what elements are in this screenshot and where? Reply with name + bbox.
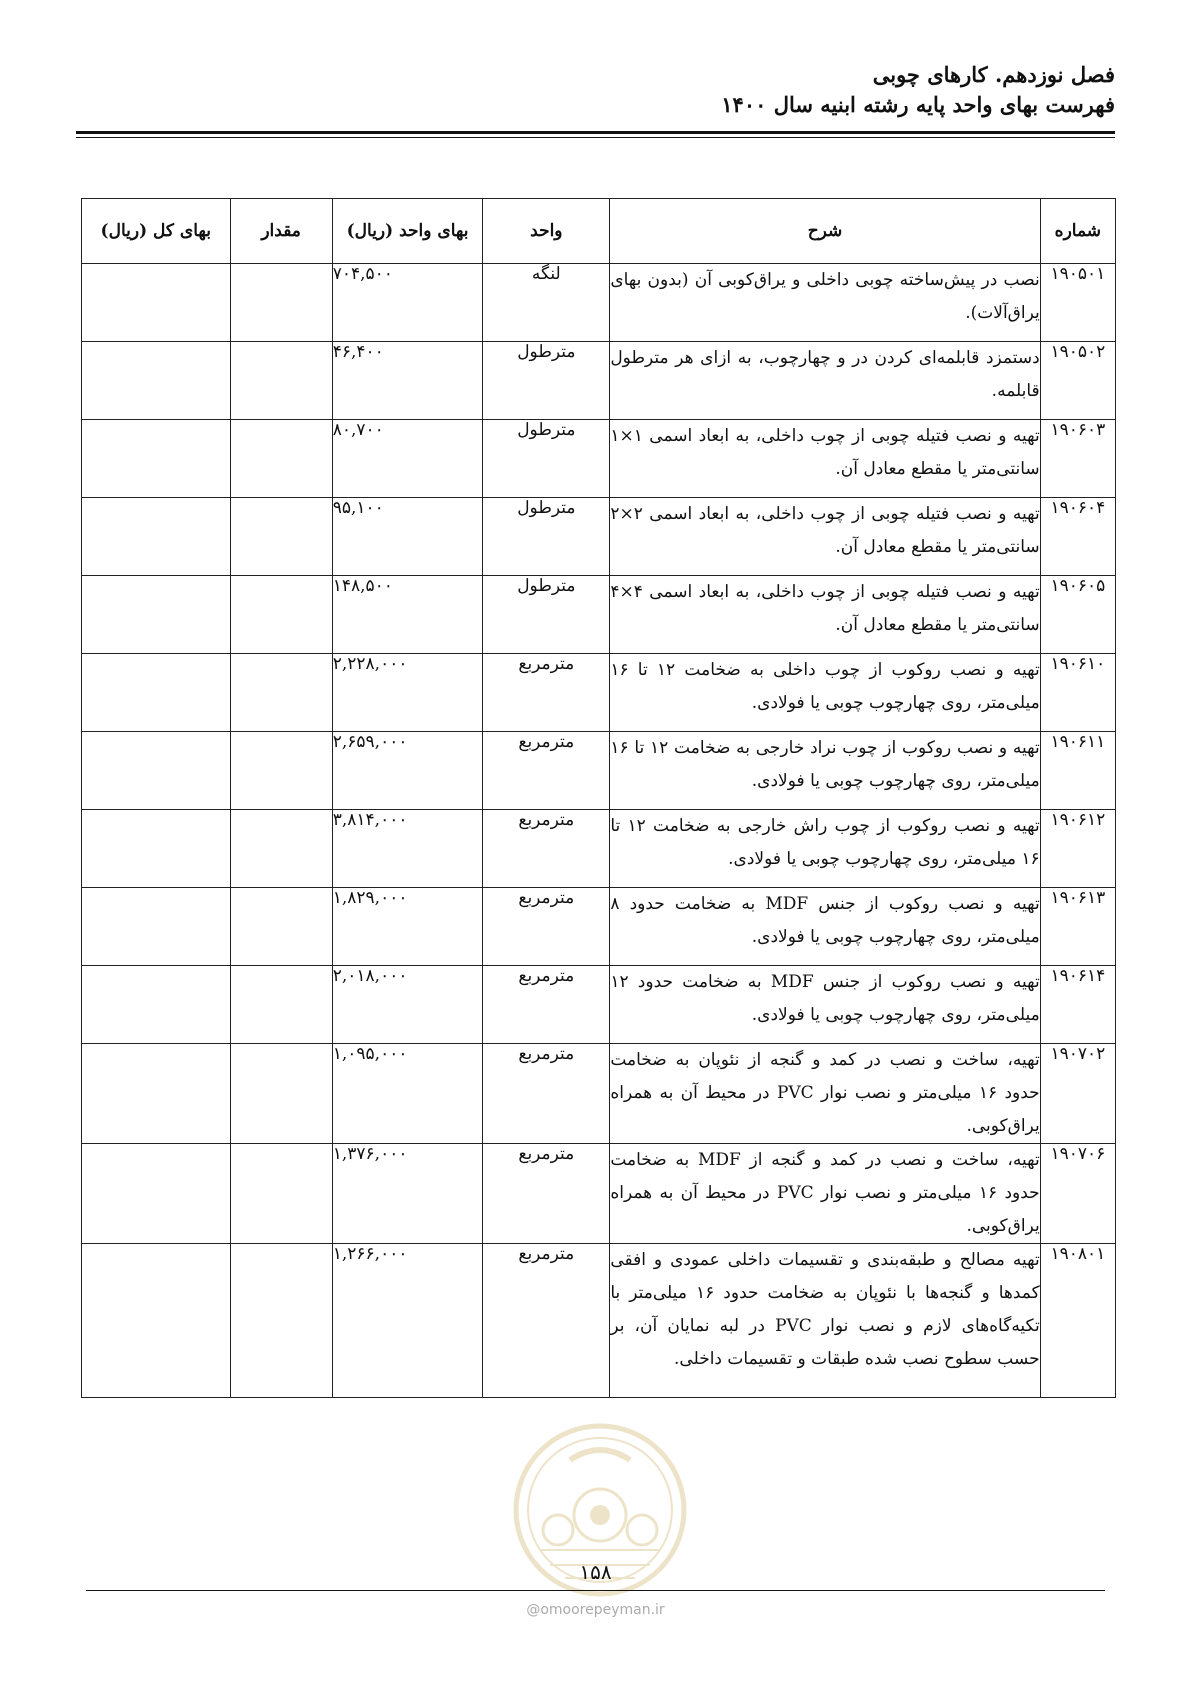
- item-code: ۱۹۰۷۰۶: [1040, 1144, 1115, 1244]
- item-total: [82, 966, 231, 1044]
- item-quantity: [230, 888, 332, 966]
- item-quantity: [230, 498, 332, 576]
- item-unit: مترمربع: [483, 654, 610, 732]
- item-unit: مترطول: [483, 420, 610, 498]
- col-header-qty: مقدار: [230, 199, 332, 264]
- table-row: [82, 342, 1116, 420]
- footer-rule: [86, 1590, 1105, 1591]
- item-code: ۱۹۰۶۰۴: [1040, 498, 1115, 576]
- item-description: تهیه مصالح و طبقه‌بندی و تقسیمات داخلی عمودی و افقی کمدها و گنجه‌ها با نئوپان به ضخامت حدود ۱۶ میلی‌متر با تکیه‌گاه‌های لازم و نصب نوار PVC در لبه نمایان آن، بر حسب سطوح نصب شده طبقات و تقسیمات داخلی.: [610, 1244, 1040, 1398]
- item-unit: مترمربع: [483, 888, 610, 966]
- item-quantity: [230, 1144, 332, 1244]
- table-row: [82, 654, 1116, 732]
- item-unit-price: ۹۵,۱۰۰: [332, 498, 483, 576]
- item-unit-price: ۱,۲۶۶,۰۰۰: [332, 1244, 483, 1398]
- item-total: [82, 888, 231, 966]
- table-row: [82, 1244, 1116, 1398]
- item-unit: مترطول: [483, 576, 610, 654]
- item-code: ۱۹۰۵۰۱: [1040, 264, 1115, 342]
- item-quantity: [230, 732, 332, 810]
- item-unit: مترمربع: [483, 1244, 610, 1398]
- page-header: [721, 60, 1115, 120]
- header-rule-thick: [76, 131, 1115, 134]
- item-description: تهیه و نصب فتیله چوبی از چوب داخلی، به ابعاد اسمی ۱×۱ سانتی‌متر یا مقطع معادل آن.: [610, 420, 1040, 498]
- item-total: [82, 576, 231, 654]
- item-total: [82, 342, 231, 420]
- item-unit-price: ۲,۰۱۸,۰۰۰: [332, 966, 483, 1044]
- item-unit-price: ۱,۳۷۶,۰۰۰: [332, 1144, 483, 1244]
- table-row: [82, 810, 1116, 888]
- item-unit: مترمربع: [483, 1144, 610, 1244]
- table-row: [82, 1144, 1116, 1244]
- header-rule-thin: [76, 137, 1115, 138]
- item-code: ۱۹۰۶۱۲: [1040, 810, 1115, 888]
- item-description: تهیه و نصب روکوب از جنس MDF به ضخامت حدود ۱۲ میلی‌متر، روی چهارچوب چوبی یا فولادی.: [610, 966, 1040, 1044]
- item-unit: مترمربع: [483, 810, 610, 888]
- item-unit-price: ۷۰۴,۵۰۰: [332, 264, 483, 342]
- table-row: [82, 576, 1116, 654]
- col-header-desc: شرح: [610, 199, 1040, 264]
- item-code: ۱۹۰۶۰۵: [1040, 576, 1115, 654]
- item-code: ۱۹۰۶۱۳: [1040, 888, 1115, 966]
- col-header-unit: واحد: [483, 199, 610, 264]
- item-description: تهیه و نصب روکوب از چوب داخلی به ضخامت ۱۲ تا ۱۶ میلی‌متر، روی چهارچوب چوبی یا فولادی.: [610, 654, 1040, 732]
- document-subtitle: فهرست بهای واحد پایه رشته ابنیه سال ۱۴۰۰: [721, 92, 1115, 117]
- item-description: تهیه و نصب روکوب از چوب نراد خارجی به ضخامت ۱۲ تا ۱۶ میلی‌متر، روی چهارچوب چوبی یا فولادی.: [610, 732, 1040, 810]
- item-code: ۱۹۰۶۱۰: [1040, 654, 1115, 732]
- item-unit-price: ۴۶,۴۰۰: [332, 342, 483, 420]
- item-quantity: [230, 654, 332, 732]
- item-total: [82, 420, 231, 498]
- item-unit-price: ۳,۸۱۴,۰۰۰: [332, 810, 483, 888]
- item-quantity: [230, 264, 332, 342]
- item-description: تهیه، ساخت و نصب در کمد و گنجه از نئوپان به ضخامت حدود ۱۶ میلی‌متر و نصب نوار PVC در محیط آن به همراه یراق‌کوبی.: [610, 1044, 1040, 1144]
- item-description: دستمزد قابلمه‌ای کردن در و چهارچوب، به ازای هر مترطول قابلمه.: [610, 342, 1040, 420]
- chapter-title: فصل نوزدهم. کارهای چوبی: [872, 62, 1115, 87]
- item-quantity: [230, 1244, 332, 1398]
- item-code: ۱۹۰۶۱۱: [1040, 732, 1115, 810]
- item-unit: مترمربع: [483, 1044, 610, 1144]
- item-unit: لنگه: [483, 264, 610, 342]
- item-total: [82, 498, 231, 576]
- item-unit-price: ۲,۶۵۹,۰۰۰: [332, 732, 483, 810]
- item-total: [82, 810, 231, 888]
- table-row: [82, 420, 1116, 498]
- item-unit: مترطول: [483, 498, 610, 576]
- page-number: ۱۵۸: [579, 1560, 612, 1584]
- col-header-total: بهای کل (ریال): [82, 199, 231, 264]
- table-header-row: [82, 199, 1116, 264]
- table-row: [82, 732, 1116, 810]
- item-description: تهیه و نصب فتیله چوبی از چوب داخلی، به ابعاد اسمی ۴×۴ سانتی‌متر یا مقطع معادل آن.: [610, 576, 1040, 654]
- item-total: [82, 1044, 231, 1144]
- item-unit-price: ۲,۲۲۸,۰۰۰: [332, 654, 483, 732]
- item-code: ۱۹۰۶۱۴: [1040, 966, 1115, 1044]
- item-total: [82, 1144, 231, 1244]
- item-quantity: [230, 342, 332, 420]
- item-quantity: [230, 1044, 332, 1144]
- item-code: ۱۹۰۶۰۳: [1040, 420, 1115, 498]
- item-unit-price: ۱,۸۲۹,۰۰۰: [332, 888, 483, 966]
- watermark-handle: @omoorepeyman.ir: [526, 1602, 665, 1618]
- item-total: [82, 1244, 231, 1398]
- item-unit-price: ۸۰,۷۰۰: [332, 420, 483, 498]
- table-row: [82, 888, 1116, 966]
- item-unit-price: ۱۴۸,۵۰۰: [332, 576, 483, 654]
- table-row: [82, 966, 1116, 1044]
- item-quantity: [230, 420, 332, 498]
- item-code: ۱۹۰۵۰۲: [1040, 342, 1115, 420]
- item-unit: مترمربع: [483, 966, 610, 1044]
- price-list-table: [81, 198, 1116, 1398]
- col-header-unit-price: بهای واحد (ریال): [332, 199, 483, 264]
- item-total: [82, 732, 231, 810]
- item-quantity: [230, 576, 332, 654]
- item-unit: مترمربع: [483, 732, 610, 810]
- item-description: تهیه و نصب روکوب از جنس MDF به ضخامت حدود ۸ میلی‌متر، روی چهارچوب چوبی یا فولادی.: [610, 888, 1040, 966]
- item-total: [82, 654, 231, 732]
- item-description: نصب در پیش‌ساخته چوبی داخلی و یراق‌کوبی آن (بدون بهای یراق‌آلات).: [610, 264, 1040, 342]
- item-code: ۱۹۰۷۰۲: [1040, 1044, 1115, 1144]
- col-header-code: شماره: [1040, 199, 1115, 264]
- table-row: [82, 498, 1116, 576]
- item-total: [82, 264, 231, 342]
- item-description: تهیه و نصب فتیله چوبی از چوب داخلی، به ابعاد اسمی ۲×۲ سانتی‌متر یا مقطع معادل آن.: [610, 498, 1040, 576]
- item-unit-price: ۱,۰۹۵,۰۰۰: [332, 1044, 483, 1144]
- item-quantity: [230, 966, 332, 1044]
- table-row: [82, 1044, 1116, 1144]
- item-code: ۱۹۰۸۰۱: [1040, 1244, 1115, 1398]
- item-description: تهیه، ساخت و نصب در کمد و گنجه از MDF به ضخامت حدود ۱۶ میلی‌متر و نصب نوار PVC در محیط آن به همراه یراق‌کوبی.: [610, 1144, 1040, 1244]
- item-unit: مترطول: [483, 342, 610, 420]
- item-description: تهیه و نصب روکوب از چوب راش خارجی به ضخامت ۱۲ تا ۱۶ میلی‌متر، روی چهارچوب چوبی یا فولادی.: [610, 810, 1040, 888]
- table-row: [82, 264, 1116, 342]
- item-quantity: [230, 810, 332, 888]
